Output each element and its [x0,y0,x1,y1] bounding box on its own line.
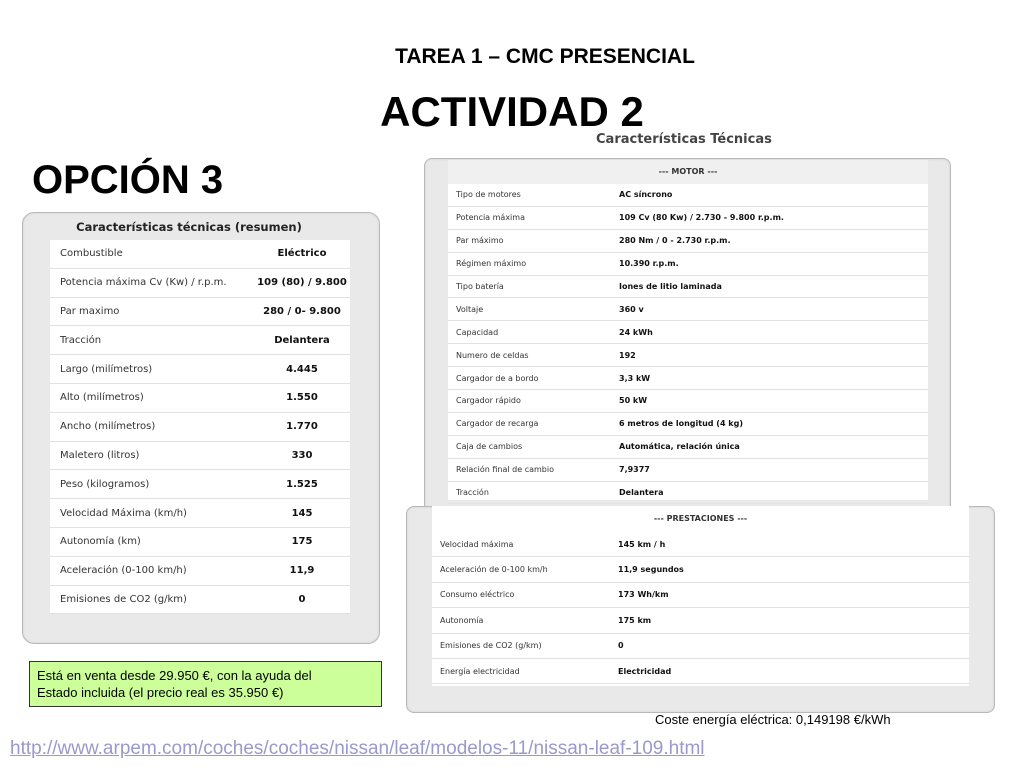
summary-value: 145 [254,499,350,528]
motor-value: 192 [611,344,928,367]
prestaciones-label: Aceleración de 0-100 km/h [432,557,610,582]
summary-value: 1.770 [254,412,350,441]
motor-value: 6 metros de longitud (4 kg) [611,412,928,435]
energy-cost: Coste energía eléctrica: 0,149198 €/kWh [655,712,891,727]
summary-value: 1.525 [254,470,350,499]
summary-row [50,297,350,326]
specs-title: Características Técnicas [596,132,772,147]
summary-label: Par maximo [50,297,254,326]
summary-row [50,412,350,441]
prestaciones-row [432,557,969,582]
motor-value: AC síncrono [611,184,928,206]
motor-value: 7,9377 [611,458,928,481]
motor-row [448,481,928,504]
summary-value: 109 (80) / 9.800 [254,268,350,297]
summary-table [50,240,350,614]
prestaciones-label: Velocidad máxima [432,532,610,557]
motor-section-header: --- MOTOR --- [448,160,928,184]
prestaciones-row [432,658,969,683]
prestaciones-value: 175 km [610,608,969,633]
motor-row [448,412,928,435]
motor-row [448,275,928,298]
summary-label: Emisiones de CO2 (g/km) [50,585,254,614]
summary-row [50,326,350,355]
summary-row [50,355,350,384]
summary-value: Delantera [254,326,350,355]
source-link[interactable]: http://www.arpem.com/coches/coches/nissan/leaf/modelos-11/nissan-leaf-109.html [10,738,705,759]
summary-table-container [50,240,350,614]
motor-label: Caja de cambios [448,435,611,458]
motor-row [448,435,928,458]
motor-value: 3,3 kW [611,367,928,390]
motor-value: 360 v [611,298,928,321]
summary-label: Maletero (litros) [50,441,254,470]
motor-label: Par máximo [448,229,611,252]
motor-row [448,252,928,275]
summary-value: Eléctrico [254,240,350,268]
prestaciones-table [432,532,969,684]
summary-row [50,383,350,412]
prestaciones-row [432,582,969,607]
summary-value: 1.550 [254,383,350,412]
slide-subtitle: ACTIVIDAD 2 [380,88,644,135]
summary-value: 280 / 0- 9.800 [254,297,350,326]
motor-row [448,184,928,206]
prestaciones-row [432,633,969,658]
summary-label: Velocidad Máxima (km/h) [50,499,254,528]
motor-value: Delantera [611,481,928,504]
summary-value: 0 [254,585,350,614]
summary-label: Combustible [50,240,254,268]
motor-value: Iones de litio laminada [611,275,928,298]
prestaciones-section-header: --- PRESTACIONES --- [653,514,748,523]
summary-row [50,527,350,556]
motor-row [448,229,928,252]
motor-row [448,298,928,321]
motor-label: Capacidad [448,321,611,344]
prestaciones-label: Autonomía [432,608,610,633]
summary-label: Largo (milímetros) [50,355,254,384]
summary-label: Peso (kilogramos) [50,470,254,499]
option-heading: OPCIÓN 3 [32,158,224,202]
motor-value: 50 kW [611,390,928,413]
motor-label: Régimen máximo [448,252,611,275]
motor-row [448,390,928,413]
motor-value: Automática, relación única [611,435,928,458]
motor-table [448,184,928,504]
motor-row [448,458,928,481]
motor-row [448,206,928,229]
motor-value: 109 Cv (80 Kw) / 2.730 - 9.800 r.p.m. [611,206,928,229]
motor-row [448,321,928,344]
summary-value: 330 [254,441,350,470]
motor-value: 280 Nm / 0 - 2.730 r.p.m. [611,229,928,252]
summary-row [50,470,350,499]
prestaciones-value: 0 [610,633,969,658]
prestaciones-value: Electricidad [610,658,969,683]
summary-title: Características técnicas (resumen) [76,220,302,234]
summary-label: Ancho (milímetros) [50,412,254,441]
summary-row [50,268,350,297]
motor-label: Cargador de recarga [448,412,611,435]
motor-row [448,344,928,367]
summary-value: 4.445 [254,355,350,384]
prestaciones-table-container [432,506,969,686]
summary-label: Potencia máxima Cv (Kw) / r.p.m. [50,268,254,297]
summary-row [50,556,350,585]
summary-label: Alto (milímetros) [50,383,254,412]
prestaciones-row [432,608,969,633]
motor-label: Relación final de cambio [448,458,611,481]
motor-label: Numero de celdas [448,344,611,367]
summary-row [50,240,350,268]
motor-row [448,367,928,390]
prestaciones-label: Consumo eléctrico [432,582,610,607]
summary-value: 175 [254,527,350,556]
motor-value: 10.390 r.p.m. [611,252,928,275]
prestaciones-row [432,532,969,557]
prestaciones-value: 145 km / h [610,532,969,557]
motor-label: Cargador rápido [448,390,611,413]
summary-row [50,499,350,528]
motor-label: Tracción [448,481,611,504]
summary-value: 11,9 [254,556,350,585]
prestaciones-value: 11,9 segundos [610,557,969,582]
motor-label: Tipo batería [448,275,611,298]
motor-label: Voltaje [448,298,611,321]
summary-row [50,585,350,614]
summary-row [50,441,350,470]
price-note [29,661,382,707]
prestaciones-value: 173 Wh/km [610,582,969,607]
price-note-line2: Estado incluida (el precio real es 35.950 €) [37,685,284,700]
motor-label: Tipo de motores [448,184,611,206]
motor-label: Cargador de a bordo [448,367,611,390]
summary-label: Aceleración (0-100 km/h) [50,556,254,585]
motor-value: 24 kWh [611,321,928,344]
motor-table-container [448,160,928,500]
summary-label: Tracción [50,326,254,355]
prestaciones-label: Emisiones de CO2 (g/km) [432,633,610,658]
summary-label: Autonomía (km) [50,527,254,556]
price-note-line1: Está en venta desde 29.950 €, con la ayuda del [37,668,312,683]
slide-title: TAREA 1 – CMC PRESENCIAL [395,45,695,68]
prestaciones-label: Energía electricidad [432,658,610,683]
motor-label: Potencia máxima [448,206,611,229]
